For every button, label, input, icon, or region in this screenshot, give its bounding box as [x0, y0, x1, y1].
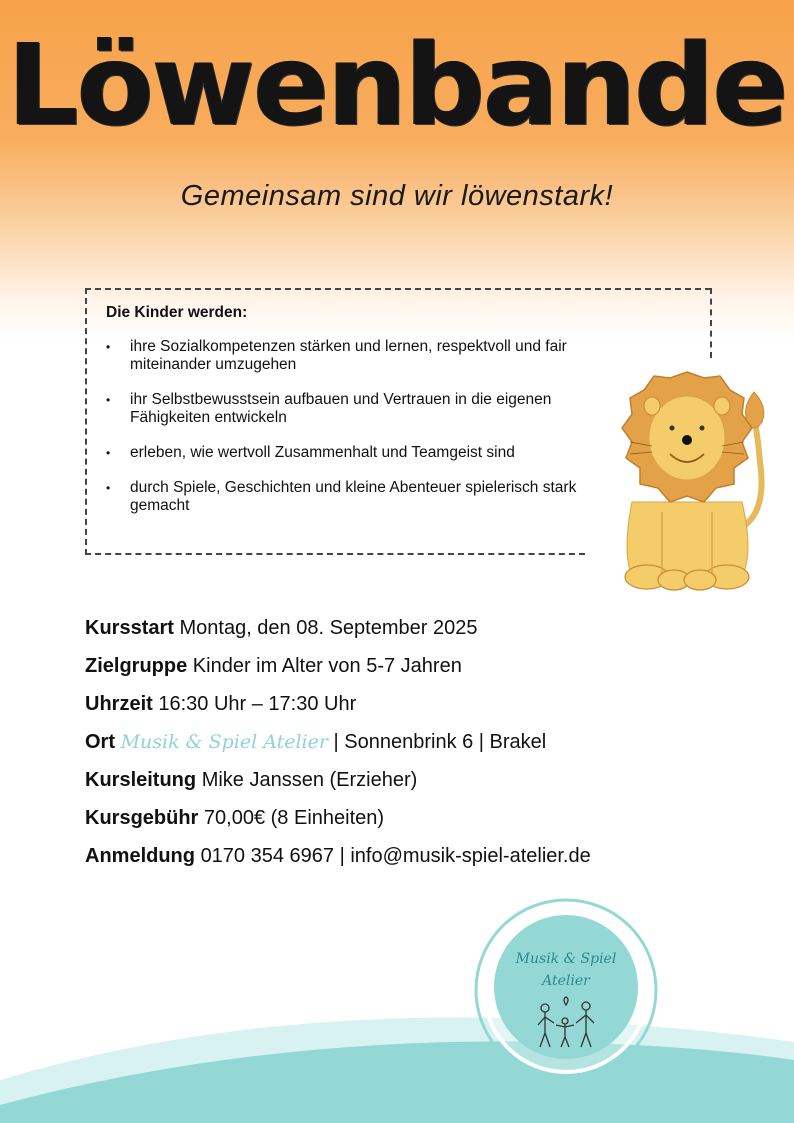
page-subtitle: Gemeinsam sind wir löwenstark!: [180, 180, 614, 212]
goals-box-right-border: [710, 288, 712, 358]
row-uhrzeit: Uhrzeit 16:30 Uhr – 17:30 Uhr: [85, 693, 357, 715]
row-kursleitung: Kursleitung Mike Janssen (Erzieher): [85, 769, 418, 791]
row-kursgebuehr: Kursgebühr 70,00€ (8 Einheiten): [85, 807, 385, 829]
goals-item: • ihre Sozialkompetenzen stärken und lernen, respektvoll und fair miteinander umzugehen: [106, 338, 596, 374]
venue-name: Musik & Spiel Atelier: [120, 731, 328, 753]
row-anmeldung: Anmeldung 0170 354 6967 | info@musik-spiel-atelier.de: [85, 845, 591, 867]
atelier-logo: [470, 895, 662, 1085]
row-ort: Ort Musik & Spiel Atelier | Sonnenbrink 6 | Brakel: [85, 731, 547, 753]
logo-text-line1: Musik & Spiel: [515, 951, 617, 967]
lion-illustration: [592, 362, 782, 597]
row-zielgruppe: Zielgruppe Kinder im Alter von 5-7 Jahren: [85, 655, 462, 677]
goals-box-left-border: [85, 288, 87, 555]
goals-heading: Die Kinder werden:: [106, 304, 248, 321]
goals-item: • durch Spiele, Geschichten und kleine Abenteuer spielerisch stark gemacht: [106, 479, 596, 515]
goals-list: [106, 338, 596, 532]
goals-box-top-border: [85, 288, 711, 290]
page-title: Löwenbande: [7, 21, 787, 151]
footer-wave: [0, 980, 794, 1123]
row-kursstart: Kursstart Montag, den 08. September 2025: [85, 617, 478, 639]
course-details: [85, 613, 765, 879]
logo-text-line2: Atelier: [542, 973, 590, 989]
goals-item: • ihr Selbstbewusstsein aufbauen und Vertrauen in die eigenen Fähigkeiten entwickeln: [106, 391, 596, 427]
goals-box-bottom-border: [85, 553, 585, 555]
goals-item: • erleben, wie wertvoll Zusammenhalt und Teamgeist sind: [106, 444, 596, 462]
